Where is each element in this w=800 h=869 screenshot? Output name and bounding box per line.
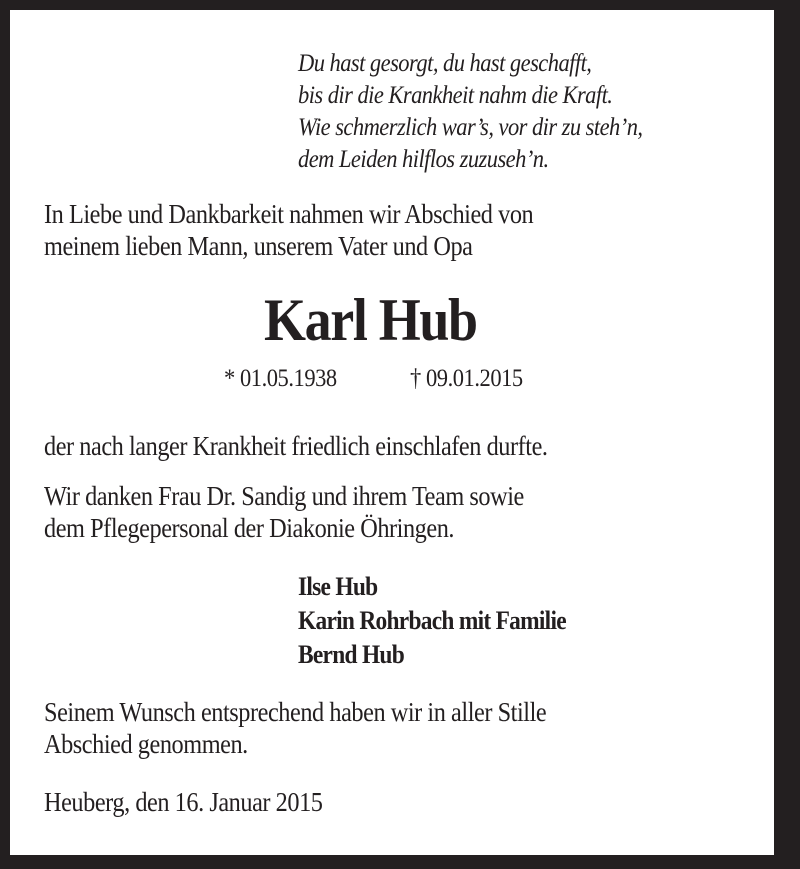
place-date: Heuberg, den 16. Januar 2015 (44, 787, 323, 817)
poem-line: Du hast gesorgt, du hast geschafft, (298, 50, 592, 77)
passing-text: der nach langer Krankheit friedlich einschlafen durfte. (44, 431, 548, 461)
intro-line: meinem lieben Mann, unserem Vater und Opa (44, 231, 473, 261)
intro-line: In Liebe und Dankbarkeit nahmen wir Abschied von (44, 199, 534, 229)
signer-name: Ilse Hub (298, 572, 378, 601)
poem-line: dem Leiden hilflos zuzuseh’n. (298, 146, 549, 173)
obituary-notice (10, 10, 774, 855)
signer-name: Bernd Hub (298, 640, 405, 669)
thanks-line: Wir danken Frau Dr. Sandig und ihrem Team sowie (44, 481, 524, 511)
death-date: † 09.01.2015 (410, 365, 523, 392)
birth-date: * 01.05.1938 (224, 365, 337, 392)
deceased-name: Karl Hub (264, 287, 477, 353)
poem-line: bis dir die Krankheit nahm die Kraft. (298, 82, 613, 109)
closing-line: Seinem Wunsch entsprechend haben wir in aller Stille (44, 697, 547, 727)
thanks-line: dem Pflegepersonal der Diakonie Öhringen. (44, 513, 455, 543)
poem-line: Wie schmerzlich war’s, vor dir zu steh’n, (298, 114, 643, 141)
closing-line: Abschied genommen. (44, 729, 248, 759)
signer-name: Karin Rohrbach mit Familie (298, 606, 566, 635)
